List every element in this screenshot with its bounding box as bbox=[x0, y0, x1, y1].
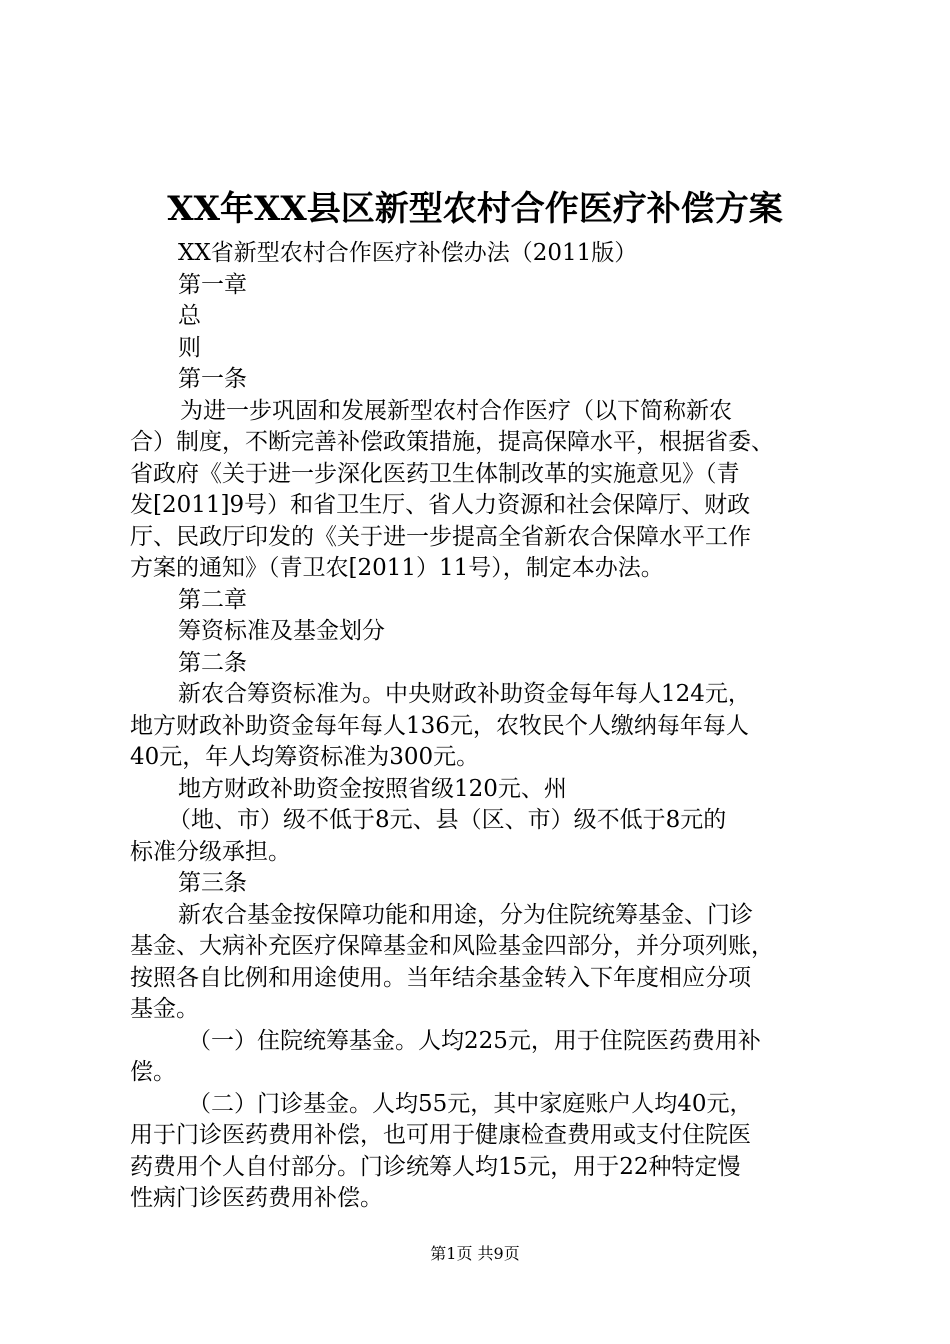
paragraph-line: （一）住院统筹基金。人均225元，用于住院医药费用补 bbox=[188, 1027, 761, 1054]
paragraph-line: 基金、大病补充医疗保障基金和风险基金四部分，并分项列账， bbox=[130, 933, 774, 959]
paragraph-line: 新农合基金按保障功能和用途，分为住院统筹基金、门诊 bbox=[178, 901, 753, 928]
chapter-title-part: 总 bbox=[178, 303, 201, 329]
paragraph-line: 省政府《关于进一步深化医药卫生体制改革的实施意见》（青 bbox=[130, 460, 740, 487]
paragraph-line: 40元，年人均筹资标准为300元。 bbox=[130, 744, 480, 770]
paragraph-line: 为进一步巩固和发展新型农村合作医疗（以下简称新农 bbox=[180, 397, 732, 424]
paragraph-line: 用于门诊医药费用补偿，也可用于健康检查费用或支付住院医 bbox=[130, 1122, 751, 1148]
subtitle-line: XX省新型农村合作医疗补偿办法（2011版） bbox=[178, 240, 638, 266]
article-heading: 第三条 bbox=[178, 870, 247, 896]
chapter-heading: 第一章 bbox=[178, 271, 247, 298]
article-heading: 第二条 bbox=[178, 649, 247, 676]
paragraph-line: 厅、民政厅印发的《关于进一步提高全省新农合保障水平工作 bbox=[130, 523, 751, 550]
paragraph-line: 偿。 bbox=[130, 1059, 176, 1085]
page-number-footer: 第1页 共9页 bbox=[430, 1244, 520, 1263]
paragraph-line: （地、市）级不低于8元、县（区、市）级不低于8元的 bbox=[168, 807, 727, 833]
paragraph-line: 地方财政补助资金每年每人136元，农牧民个人缴纳每年每人 bbox=[130, 712, 749, 739]
paragraph-line: 基金。 bbox=[130, 996, 199, 1022]
paragraph-line: 合）制度，不断完善补偿政策措施，提高保障水平，根据省委、 bbox=[130, 429, 774, 455]
article-heading: 第一条 bbox=[178, 366, 247, 392]
chapter-title: 筹资标准及基金划分 bbox=[178, 618, 385, 644]
chapter-heading: 第二章 bbox=[178, 586, 247, 613]
paragraph-line: 新农合筹资标准为。中央财政补助资金每年每人124元， bbox=[178, 681, 751, 707]
document-title: XX年XX县区新型农村合作医疗补偿方案 bbox=[167, 189, 783, 229]
document-body bbox=[130, 238, 830, 1215]
paragraph-line: 按照各自比例和用途使用。当年结余基金转入下年度相应分项 bbox=[130, 964, 751, 991]
paragraph-line: 方案的通知》（青卫农[2011）11号），制定本办法。 bbox=[130, 555, 664, 581]
paragraph-line: （二）门诊基金。人均55元，其中家庭账户人均40元， bbox=[188, 1090, 753, 1117]
paragraph-line: 发[2011]9号）和省卫生厅、省人力资源和社会保障厅、财政 bbox=[130, 492, 751, 518]
paragraph-line: 药费用个人自付部分。门诊统筹人均15元，用于22种特定慢 bbox=[130, 1153, 741, 1180]
chapter-title-part: 则 bbox=[178, 334, 201, 361]
paragraph-line: 标准分级承担。 bbox=[130, 838, 291, 865]
paragraph-line: 地方财政补助资金按照省级120元、州 bbox=[178, 775, 567, 802]
paragraph-line: 性病门诊医药费用补偿。 bbox=[130, 1185, 383, 1211]
